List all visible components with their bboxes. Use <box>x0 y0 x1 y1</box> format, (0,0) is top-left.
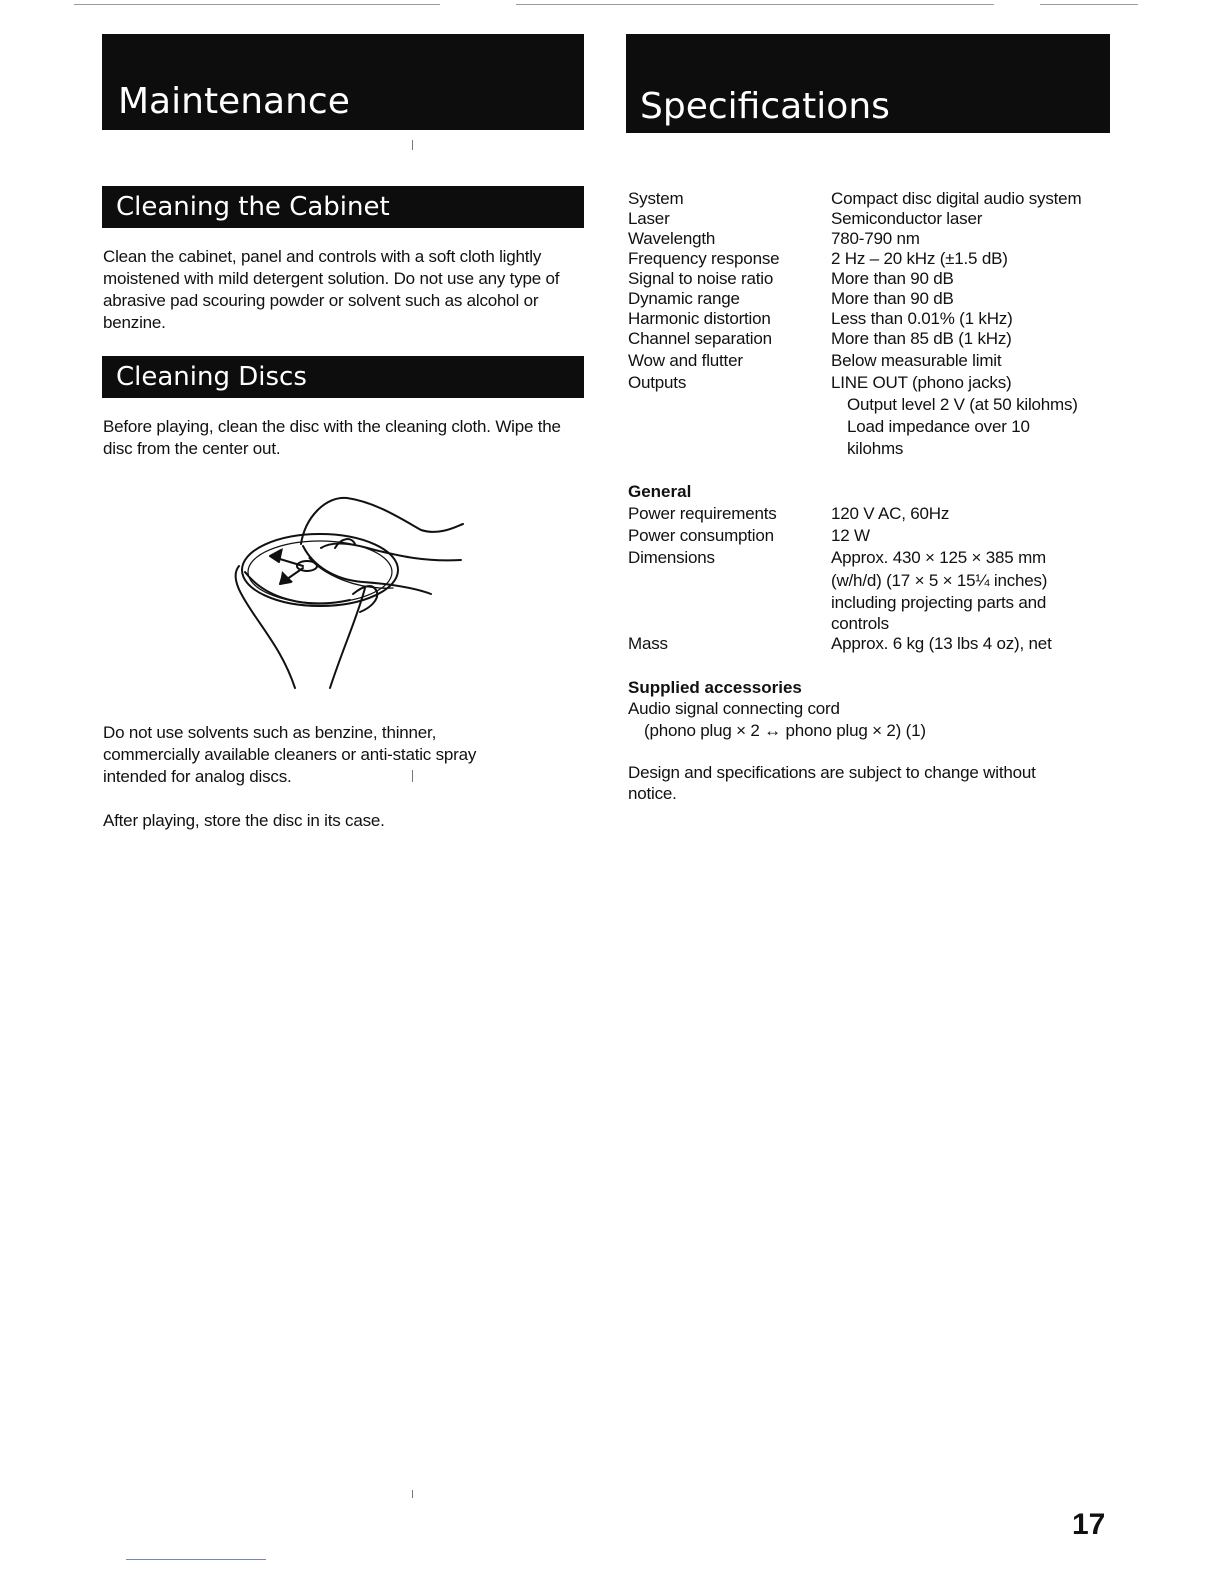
specifications-banner <box>626 34 1110 133</box>
spec-notice: Design and specifications are subject to change without notice. <box>628 763 1036 803</box>
top-rule-right <box>1040 4 1138 5</box>
discs-warning-text: Do not use solvents such as benzine, thinner, commercially available cleaners or anti-static spray intended for analog discs. <box>103 723 477 786</box>
column-tick <box>412 140 413 150</box>
spec-label: Laser <box>628 209 670 228</box>
spec-value: LINE OUT (phono jacks) <box>831 373 1012 392</box>
spec-value: 12 W <box>831 526 870 545</box>
dimension-note: controls <box>831 614 889 633</box>
outputs-note: kilohms <box>847 439 904 458</box>
dimension-note: including projecting parts and <box>831 593 1047 612</box>
bottom-rule <box>126 1559 266 1560</box>
page-number: 17 <box>1072 1508 1106 1541</box>
maintenance-title: Maintenance <box>118 81 350 122</box>
spec-label: Power requirements <box>628 504 777 523</box>
spec-value: Below measurable limit <box>831 351 1002 370</box>
spec-value: More than 90 dB <box>831 269 954 288</box>
cleaning-discs-banner <box>102 356 584 398</box>
accessories-heading: Supplied accessories <box>628 678 802 697</box>
column-tick <box>412 1490 413 1498</box>
spec-value: More than 90 dB <box>831 289 954 308</box>
outputs-note: Load impedance over 10 <box>847 417 1030 436</box>
spec-label: Harmonic distortion <box>628 309 771 328</box>
cleaning-cabinet-text: Clean the cabinet, panel and controls with a soft cloth lightly moistened with mild detergent solution. Do not use any type of abrasive pad scouring powder or solvent such as alcohol or benzine. <box>103 247 560 332</box>
accessories-line: (phono plug × 2 ↔ phono plug × 2) (1) <box>644 721 926 740</box>
spec-label: Channel separation <box>628 329 772 348</box>
spec-label: Outputs <box>628 373 687 392</box>
maintenance-banner <box>102 34 584 130</box>
spec-value: Compact disc digital audio system <box>831 189 1082 208</box>
cleaning-cabinet-banner <box>102 186 584 228</box>
outputs-note: Output level 2 V (at 50 kilohms) <box>847 395 1078 414</box>
discs-after-text: After playing, store the disc in its case. <box>103 811 385 830</box>
disc-cleaning-illustration <box>225 488 475 693</box>
spec-label: Dynamic range <box>628 289 740 308</box>
spec-value: Semiconductor laser <box>831 209 983 228</box>
top-rule-left <box>74 4 440 5</box>
disc-rim <box>248 541 392 603</box>
spec-label: Power consumption <box>628 526 774 545</box>
spec-value: 780-790 nm <box>831 229 920 248</box>
spec-value: 120 V AC, 60Hz <box>831 504 950 523</box>
spec-value: Approx. 430 × 125 × 385 mm <box>831 548 1046 567</box>
spec-label: Wavelength <box>628 229 716 248</box>
spec-label: Dimensions <box>628 548 715 567</box>
disc-outer <box>242 534 398 606</box>
top-rule-middle <box>516 4 994 5</box>
cleaning-discs-heading: Cleaning Discs <box>116 362 307 392</box>
spec-label: Signal to noise ratio <box>628 269 774 288</box>
general-heading: General <box>628 482 692 501</box>
spec-label: Frequency response <box>628 249 780 268</box>
spec-label: Mass <box>628 634 668 653</box>
spec-label: System <box>628 189 684 208</box>
spec-value: 2 Hz – 20 kHz (±1.5 dB) <box>831 249 1008 268</box>
cleaning-cabinet-heading: Cleaning the Cabinet <box>116 192 390 222</box>
cleaning-discs-text: Before playing, clean the disc with the cleaning cloth. Wipe the disc from the center out. <box>103 417 561 458</box>
spec-value: More than 85 dB (1 kHz) <box>831 329 1012 348</box>
spec-value: Approx. 6 kg (13 lbs 4 oz), net <box>831 634 1052 653</box>
spec-value: Less than 0.01% (1 kHz) <box>831 309 1013 328</box>
specifications-title: Specifications <box>640 86 890 127</box>
dimension-note: (w/h/d) (17 × 5 × 15¼ inches) <box>831 571 1048 590</box>
spec-label: Wow and flutter <box>628 351 743 370</box>
accessories-line: Audio signal connecting cord <box>628 699 840 718</box>
